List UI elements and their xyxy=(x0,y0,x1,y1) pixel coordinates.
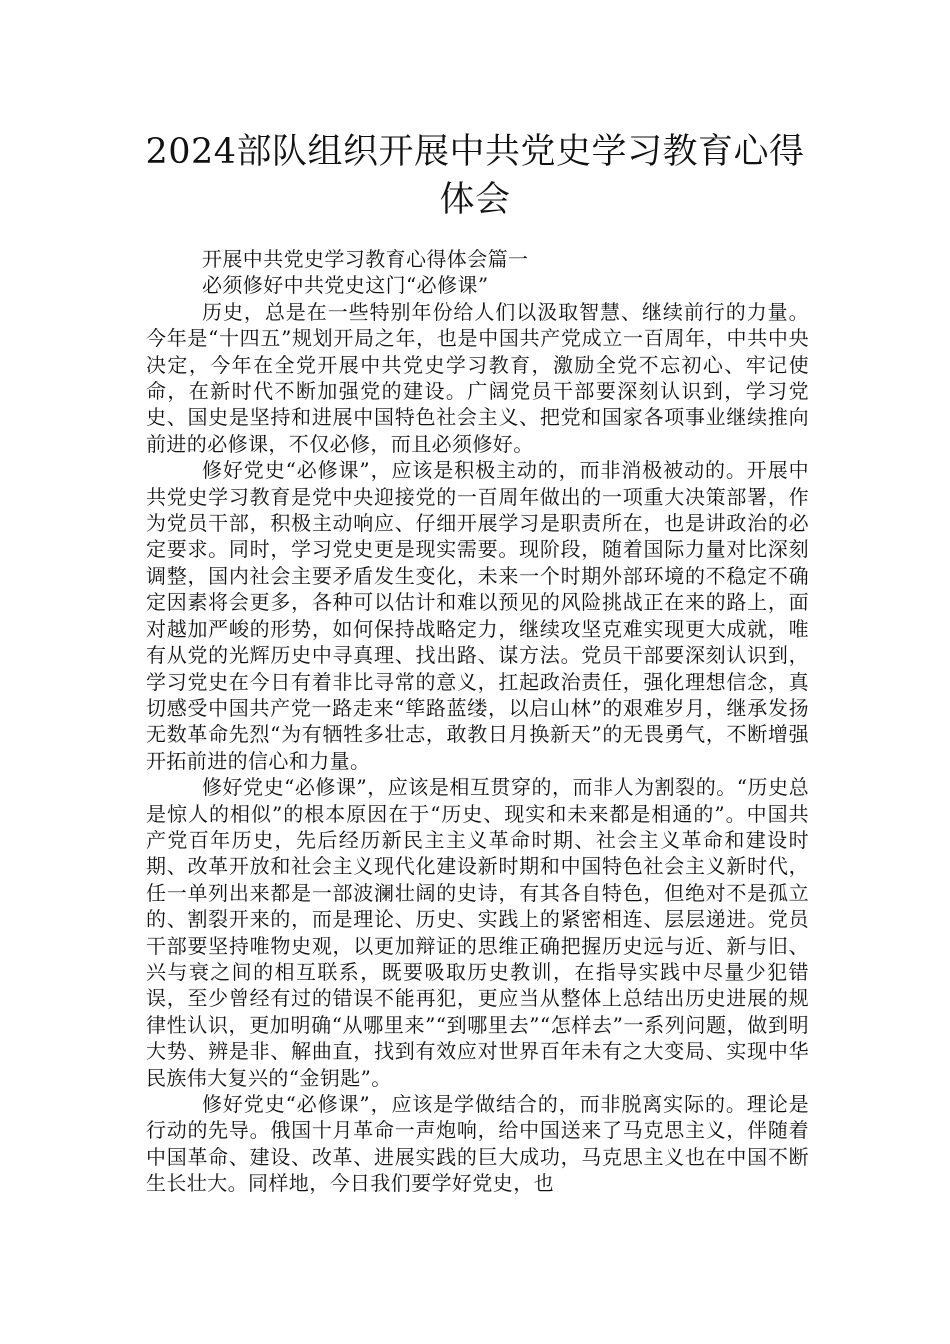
document-title: 2024部队组织开展中共党史学习教育心得体会 xyxy=(145,132,805,220)
body-paragraph: 历史，总是在一些特别年份给人们以汲取智慧、继续前行的力量。今年是“十四五”规划开局之年，也是中国共产党成立一百周年，中共中央决定，今年在全党开展中共党史学习教育，激励全党不忘初心、牢记使命，在新时代不断加强党的建设。广阔党员干部要深刻认识到，学习党史、国史是坚持和进展中国特色社会主义、把党和国家各项事业继续推向前进的必修课，不仅必修，而且必须修好。 xyxy=(146,299,809,456)
body-paragraph: 修好党史“必修课”，应该是相互贯穿的，而非人为割裂的。“历史总是惊人的相似”的根本原因在于“历史、现实和未来都是相通的”。中国共产党百年历史，先后经历新民主主义革命时期、社会主义革命和建设时期、改革开放和社会主义现代化建设新时期和中国特色社会主义新时代，任一单列出来都是一部波澜壮阔的史诗，有其各自特色，但绝对不是孤立的、割裂开来的，而是理论、历史、实践上的紧密相连、层层递进。党员干部要坚持唯物史观，以更加辩证的思维正确把握历史远与近、新与旧、兴与衰之间的相互联系，既要吸取历史教训，在指导实践中尽量少犯错误，至少曾经有过的错误不能再犯，更应当从整体上总结出历史进展的规律性认识，更加明确“从哪里来”“到哪里去”“怎样去”一系列问题，做到明大势、辨是非、解曲直，找到有效应对世界百年未有之大变局、实现中华民族伟大复兴的“金钥匙”。 xyxy=(146,775,809,1090)
body-paragraph: 修好党史“必修课”，应该是学做结合的，而非脱离实际的。理论是行动的先导。俄国十月革命一声炮响，给中国送来了马克思主义，伴随着中国革命、建设、改革、进展实践的巨大成功，马克思主义也在中国不断生长壮大。同样地，今日我们要学好党史，也 xyxy=(146,1092,809,1196)
section-heading: 开展中共党史学习教育心得体会篇一 xyxy=(202,247,529,271)
body-paragraph: 修好党史“必修课”，应该是积极主动的，而非消极被动的。开展中共党史学习教育是党中央迎接党的一百周年做出的一项重大决策部署，作为党员干部，积极主动响应、仔细开展学习是职责所在，也是讲政治的必定要求。同时，学习党史更是现实需要。现阶段，随着国际力量对比深刻调整，国内社会主要矛盾发生变化，未来一个时期外部环境的不稳定不确定因素将会更多，各种可以估计和难以预见的风险挑战正在来的路上，面对越加严峻的形势，如何保持战略定力，继续攻坚克难实现更大成就，唯有从党的光辉历史中寻真理、找出路、谋方法。党员干部要深刻认识到，学习党史在今日有着非比寻常的意义，扛起政治责任，强化理想信念，真切感受中国共产党一路走来“筚路蓝缕，以启山林”的艰难岁月，继承发扬无数革命先烈“为有牺牲多壮志，敢教日月换新天”的无畏勇气，不断增强开拓前进的信心和力量。 xyxy=(146,458,809,773)
document-body xyxy=(146,246,809,1197)
section-subheading: 必须修好中共党史这门“必修课” xyxy=(202,273,489,298)
